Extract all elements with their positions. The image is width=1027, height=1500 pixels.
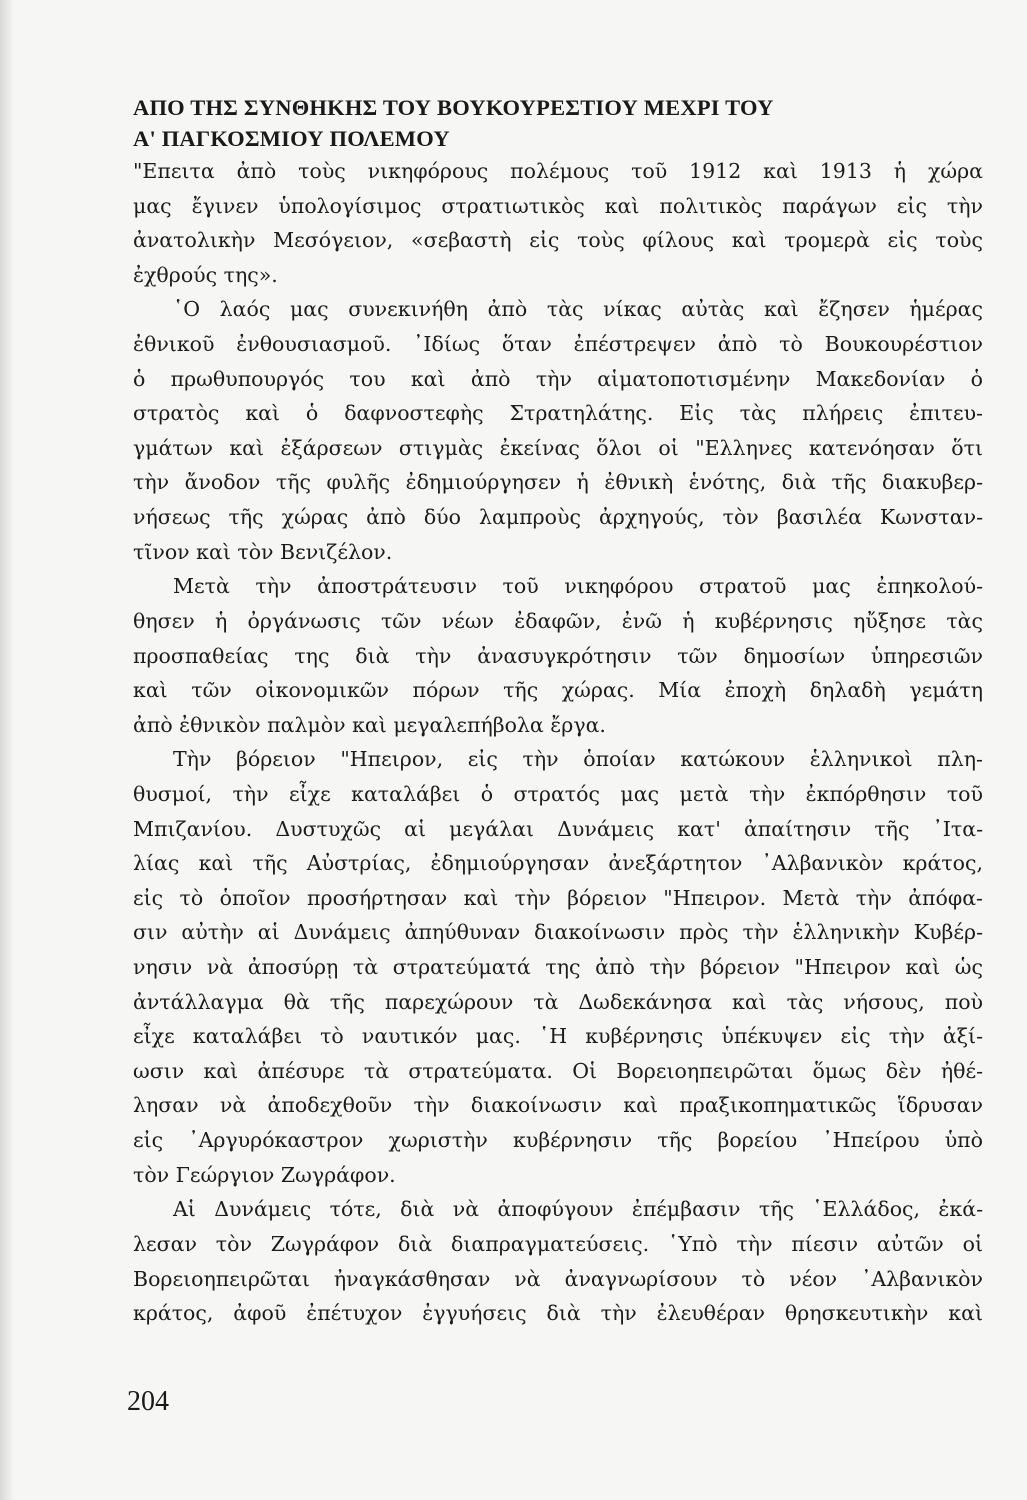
text-line: ὁ πρωθυπουργός του καὶ ἀπὸ τὴν αἱματοποτισμένην Μακεδονίαν ὁ	[133, 366, 983, 391]
text-line: νήσεως τῆς χώρας ἀπὸ δύο λαμπροὺς ἀρχηγούς, τὸν βασιλέα Κωνσταν-	[133, 505, 983, 530]
page-number: 204	[127, 1386, 169, 1417]
text-line: Μπιζανίου. Δυστυχῶς αἱ μεγάλαι Δυνάμεις κατ' ἀπαίτησιν τῆς ᾿Ιτα-	[133, 816, 983, 841]
text-line: εἰς τὸ ὁποῖον προσήρτησαν καὶ τὴν βόρειον "Ηπειρον. Μετὰ τὴν ἀπόφα-	[133, 885, 983, 910]
text-line: Μετὰ τὴν ἀποστράτευσιν τοῦ νικηφόρου στρατοῦ μας ἐπηκολού-	[173, 574, 983, 599]
text-line: τὸν Γεώργιον Ζωγράφον.	[133, 1162, 396, 1187]
text-line: "Επειτα ἀπὸ τοὺς νικηφόρους πολέμους τοῦ 1912 καὶ 1913 ἡ χώρα	[133, 159, 983, 183]
text-line: τῖνον καὶ τὸν Βενιζέλον.	[133, 539, 393, 564]
text-line: Αἱ Δυνάμεις τότε, διὰ νὰ ἀποφύγουν ἐπέμβασιν τῆς ῾Ελλάδος, ἐκά-	[173, 1197, 983, 1222]
text-line: νησιν νὰ ἀποσύρῃ τὰ στρατεύματά της ἀπὸ τὴν βόρειον "Ηπειρον καὶ ὡς	[133, 955, 983, 980]
text-line: ἐχθρούς της».	[133, 262, 278, 287]
text-line: ἐθνικοῦ ἐνθουσιασμοῦ. ᾿Ιδίως ὅταν ἐπέστρεψεν ἀπὸ τὸ Βουκουρέστιον	[133, 332, 983, 357]
text-line: εἶχε καταλάβει τὸ ναυτικόν μας. ῾Η κυβέρνησις ὑπέκυψεν εἰς τὴν ἀξί-	[133, 1024, 983, 1049]
text-line: λησαν νὰ ἀποδεχθοῦν τὴν διακοίνωσιν καὶ πραξικοπηματικῶς ἵδρυσαν	[133, 1093, 983, 1118]
chapter-heading	[133, 92, 893, 154]
text-line: λίας καὶ τῆς Αὐστρίας, ἐδημιούργησαν ἀνεξάρτητον ᾿Αλβανικὸν κράτος,	[133, 851, 983, 876]
text-line: κράτος, ἀφοῦ ἐπέτυχον ἐγγυήσεις διὰ τὴν ἐλευθέραν θρησκευτικὴν καὶ	[133, 1301, 983, 1326]
heading-line: ΑΠΟ ΤΗΣ ΣΥΝΘΗΚΗΣ ΤΟΥ ΒΟΥΚΟΥΡΕΣΤΙΟΥ ΜΕΧΡΙ ΤΟΥ	[133, 95, 774, 120]
paragraph	[133, 1192, 983, 1330]
paragraph	[133, 292, 983, 569]
text-line: ῾Ο λαός μας συνεκινήθη ἀπὸ τὰς νίκας αὐτὰς καὶ ἔζησεν ἡμέρας	[173, 297, 983, 322]
text-line: σιν αὐτὴν αἱ Δυνάμεις ἀπηύθυναν διακοίνωσιν πρὸς τὴν ἑλληνικὴν Κυβέρ-	[133, 920, 983, 945]
text-line: λεσαν τὸν Ζωγράφον διὰ διαπραγματεύσεις. ῾Υπὸ τὴν πίεσιν αὐτῶν οἱ	[133, 1231, 983, 1256]
text-line: Βορειοηπειρῶται ἠναγκάσθησαν νὰ ἀναγνωρίσουν τὸ νέον ᾿Αλβανικὸν	[133, 1266, 983, 1291]
body-text	[133, 154, 983, 1331]
text-line: ἀπὸ ἐθνικὸν παλμὸν καὶ μεγαλεπήβολα ἔργα.	[133, 712, 606, 737]
text-line: μας ἔγινεν ὑπολογίσιμος στρατιωτικὸς καὶ πολιτικὸς παράγων εἰς τὴν	[133, 193, 983, 218]
paragraph	[133, 569, 983, 742]
text-line: εἰς ᾿Αργυρόκαστρον χωριστὴν κυβέρνησιν τῆς βορείου ᾿Ηπείρου ὑπὸ	[133, 1128, 983, 1153]
text-line: γμάτων καὶ ἐξάρσεων στιγμὰς ἐκείνας ὅλοι οἱ "Ελληνες κατενόησαν ὅτι	[133, 435, 983, 460]
text-line: τὴν ἄνοδον τῆς φυλῆς ἐδημιούργησεν ἡ ἐθνικὴ ἑνότης, διὰ τῆς διακυβερ-	[133, 470, 983, 495]
paragraph	[133, 154, 983, 292]
text-line: θησεν ἡ ὀργάνωσις τῶν νέων ἐδαφῶν, ἐνῶ ἡ κυβέρνησις ηὔξησε τὰς	[133, 608, 983, 633]
page-gutter-shadow	[0, 0, 14, 1500]
paragraph	[133, 742, 983, 1192]
text-line: στρατὸς καὶ ὁ δαφνοστεφὴς Στρατηλάτης. Εἰς τὰς πλήρεις ἐπιτευ-	[133, 401, 983, 426]
heading-line: Α' ΠΑΓΚΟΣΜΙΟΥ ΠΟΛΕΜΟΥ	[133, 126, 450, 151]
text-line: καὶ τῶν οἰκονομικῶν πόρων τῆς χώρας. Μία ἐποχὴ δηλαδὴ γεμάτη	[133, 678, 983, 703]
text-line: ωσιν καὶ ἀπέσυρε τὰ στρατεύματα. Οἱ Βορειοηπειρῶται ὅμως δὲν ἠθέ-	[133, 1058, 983, 1083]
text-line: προσπαθείας της διὰ τὴν ἀνασυγκρότησιν τῶν δημοσίων ὑπηρεσιῶν	[133, 643, 983, 668]
text-line: θυσμοί, τὴν εἶχε καταλάβει ὁ στρατός μας μετὰ τὴν ἐκπόρθησιν τοῦ	[133, 781, 983, 806]
text-line: ἀνατολικὴν Μεσόγειον, «σεβαστὴ εἰς τοὺς φίλους καὶ τρομερὰ εἰς τοὺς	[133, 228, 983, 253]
text-line: ἀντάλλαγμα θὰ τῆς παρεχώρουν τὰ Δωδεκάνησα καὶ τὰς νήσους, ποὺ	[133, 989, 983, 1014]
text-line: Τὴν βόρειον "Ηπειρον, εἰς τὴν ὁποίαν κατώκουν ἑλληνικοὶ πλη-	[173, 747, 983, 772]
